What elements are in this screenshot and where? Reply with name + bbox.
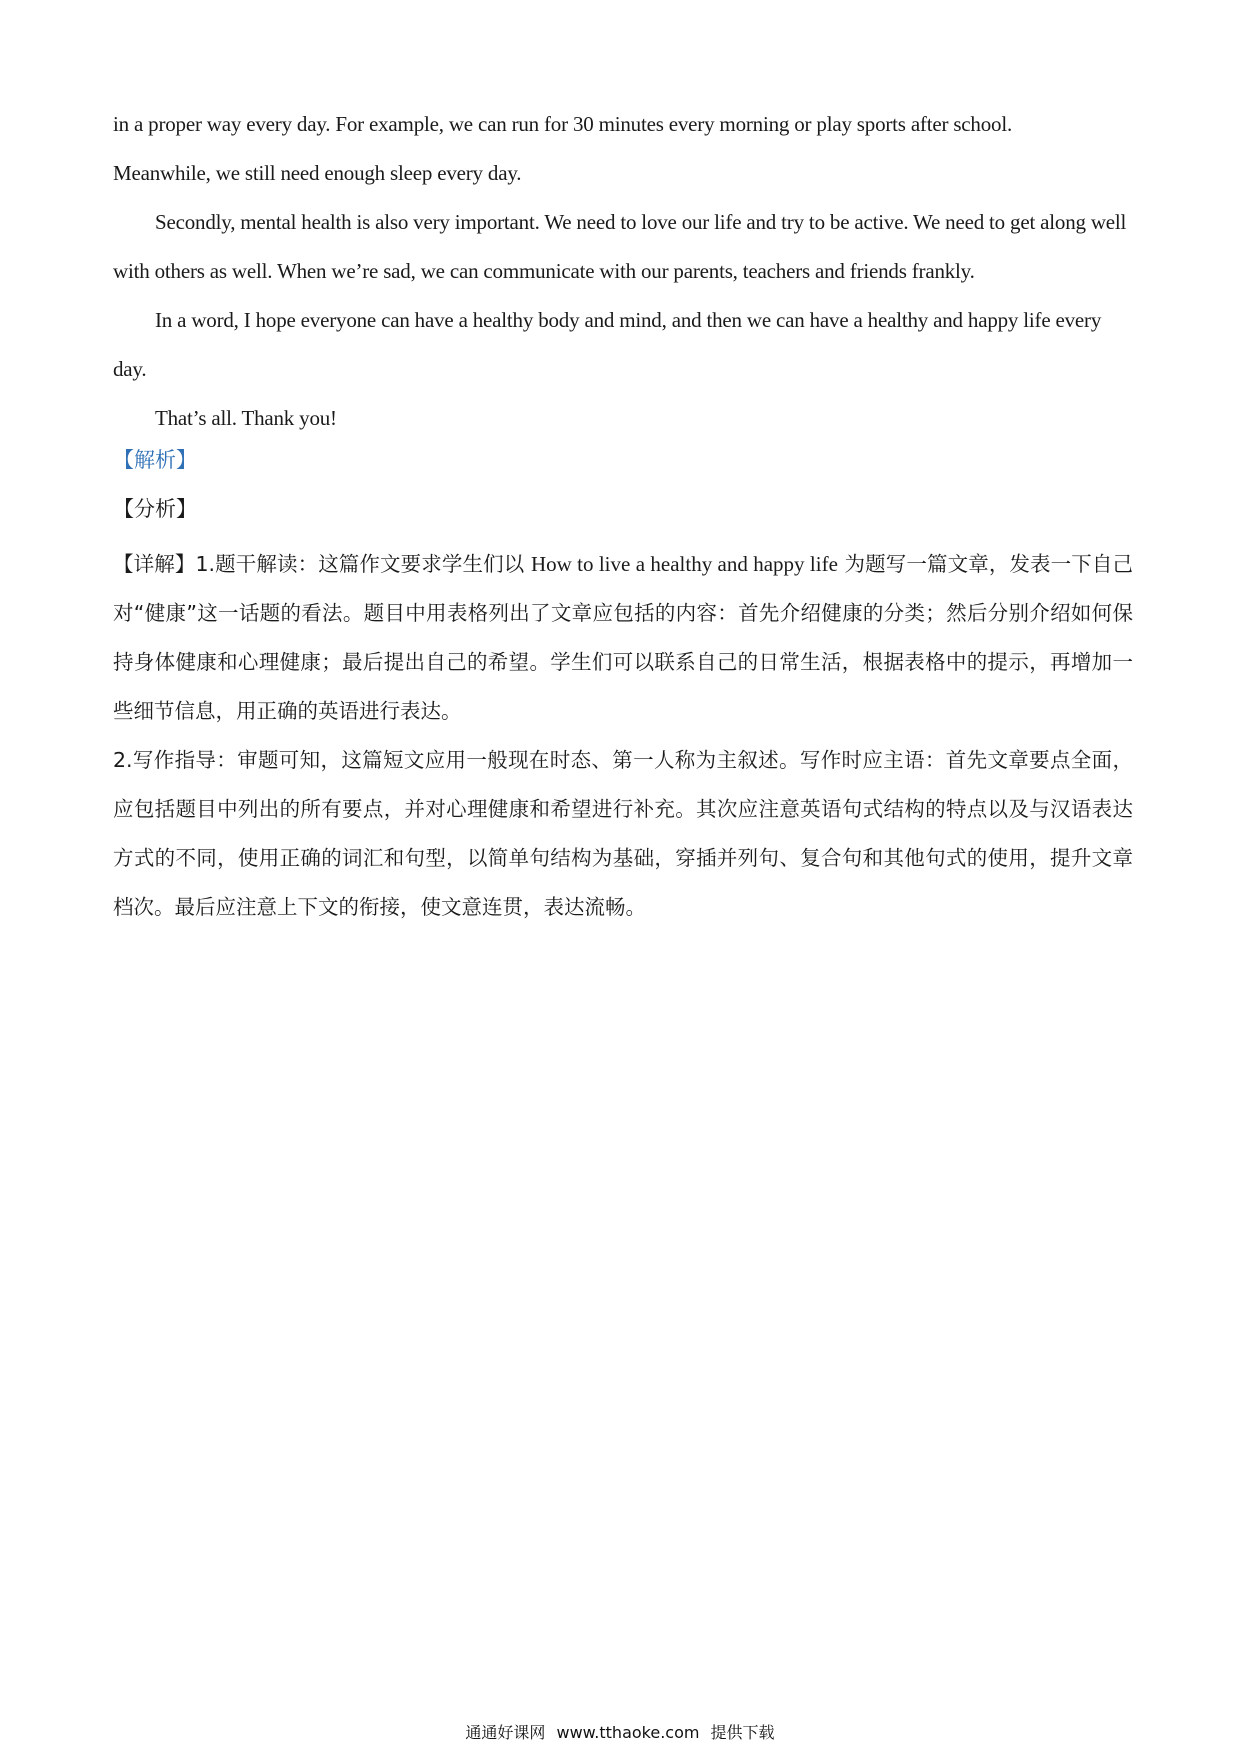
xiangjie-label: 【详解】 bbox=[113, 552, 196, 576]
page-footer: 通通好课网 www.tthaoke.com 提供下载 bbox=[465, 1723, 775, 1742]
essay-paragraph-1-line-1: in a proper way every day. For example, we can run for 30 minutes every morning or play sports after school. bbox=[113, 112, 1013, 136]
point-1-essay-title: How to live a healthy and happy life bbox=[530, 552, 838, 576]
essay-paragraph-1-line-2: Meanwhile, we still need enough sleep every day. bbox=[113, 161, 522, 185]
essay-paragraph-4: That’s all. Thank you! bbox=[155, 406, 337, 430]
point-1-prefix: 1.题干解读：这篇作文要求学生们以 bbox=[195, 552, 531, 576]
essay-paragraph-3: In a word, I hope everyone can have a healthy body and mind, and then we can have a healthy and happy life every day. bbox=[113, 308, 1102, 381]
analysis-point-2: 2.写作指导：审题可知，这篇短文应用一般现在时态、第一人称为主叙述。写作时应主语：首先文章要点全面，应包括题目中列出的所有要点，并对心理健康和希望进行补充。其次应注意英语句式结构的特点以及与汉语表达方式的不同，使用正确的词汇和句型，以简单句结构为基础，穿插并列句、复合句和其他句式的使用，提升文章档次。最后应注意上下文的衔接，使文意连贯，表达流畅。 bbox=[113, 748, 1133, 919]
essay-paragraph-2: Secondly, mental health is also very important. We need to love our life and try to be active. We need to get along well with others as well. When we’re sad, we can communicate with our parents, teachers and friends frankly. bbox=[113, 210, 1127, 283]
analysis-point-1 bbox=[113, 540, 1133, 736]
fenxi-heading: 【分析】 bbox=[113, 497, 197, 521]
jiexi-heading: 【解析】 bbox=[113, 448, 197, 472]
point-1-rest: 为题写一篇文章，发表一下自己对“健康”这一话题的看法。题目中用表格列出了文章应包括的内容：首先介绍健康的分类；然后分别介绍如何保持身体健康和心理健康；最后提出自己的希望。学生们可以联系自己的日常生活，根据表格中的提示，再增加一些细节信息，用正确的英语进行表达。 bbox=[113, 552, 1134, 723]
essay-body bbox=[113, 100, 1133, 443]
analysis-body bbox=[113, 540, 1133, 932]
